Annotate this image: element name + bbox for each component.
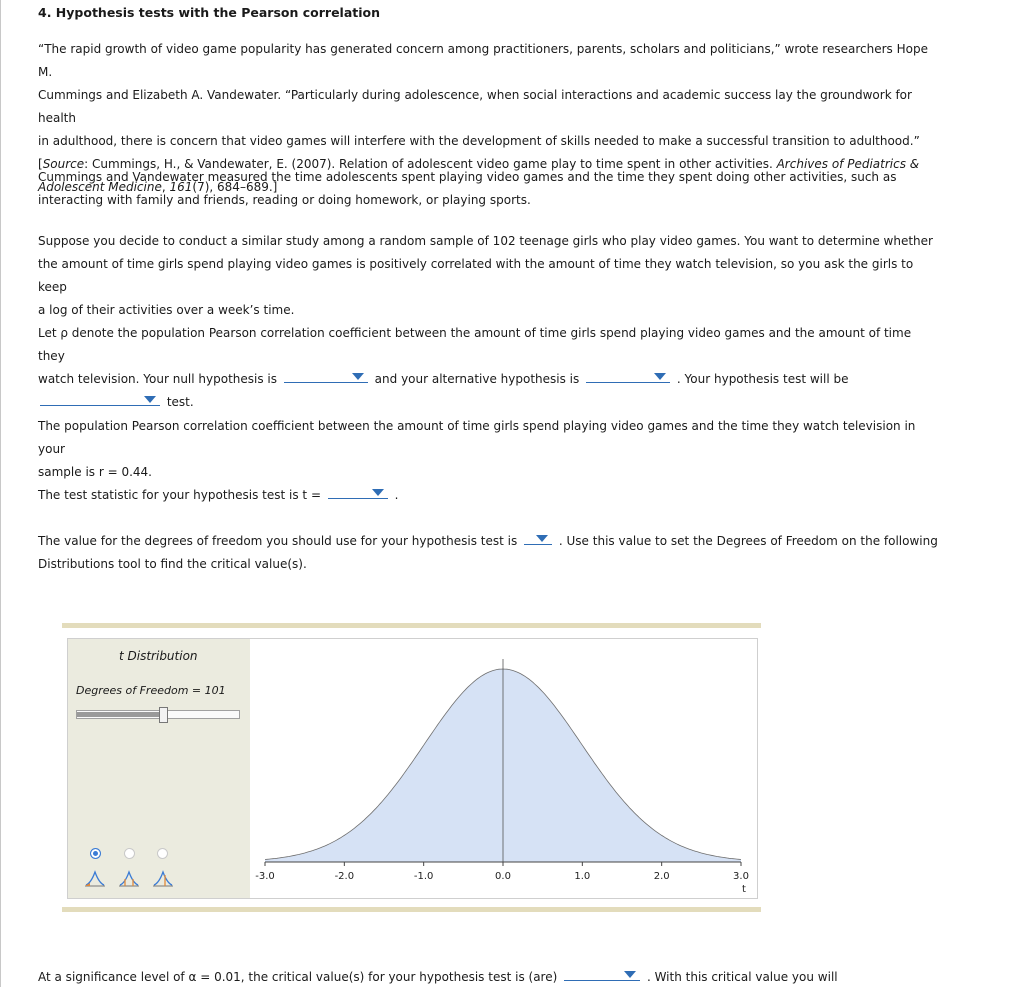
question-heading: 4. Hypothesis tests with the Pearson correlation <box>38 5 381 20</box>
study-line-1: Cummings and Vandewater measured the time adolescents spent playing video games and the time they spent doing other activities, such as <box>38 170 897 184</box>
df-line-1 <box>38 530 938 553</box>
left-tail-distribution-icon[interactable] <box>85 869 105 887</box>
null-hypothesis-dropdown[interactable] <box>284 368 368 383</box>
scenario-line-3: a log of their activities over a week’s time. <box>38 303 295 317</box>
null-hypothesis-prompt: watch television. Your null hypothesis is <box>38 372 278 386</box>
scenario-paragraph <box>38 230 938 322</box>
quote-line-1: “The rapid growth of video game popularity has generated concern among practitioners, parents, scholars and politicians,” wrote researchers Hope M. <box>38 42 928 79</box>
radio-two-tail[interactable] <box>124 848 135 859</box>
x-tick-label: -2.0 <box>334 871 355 882</box>
tool-title: t Distribution <box>119 649 198 663</box>
degrees-of-freedom-dropdown[interactable] <box>524 530 552 545</box>
test-statistic-period: . <box>394 488 399 502</box>
critical-value-suffix: . With this critical value you will <box>646 970 838 984</box>
page-left-border <box>0 0 1 987</box>
t-distribution-plot[interactable] <box>250 639 757 898</box>
df-instruction: . Use this value to set the Degrees of Freedom on the following <box>558 534 938 548</box>
dropdown-arrow-icon <box>144 396 156 403</box>
df-slider-thumb[interactable] <box>159 707 168 723</box>
quote-line-5: Adolescent Medicine, 161(7), 684–689.] <box>38 180 278 194</box>
hypothesis-paragraph <box>38 322 938 414</box>
critical-value-prompt: At a significance level of α = 0.01, the critical value(s) for your hypothesis test is (are) <box>38 970 558 984</box>
x-tick-label: 3.0 <box>733 871 749 882</box>
x-tick-label: 2.0 <box>653 871 670 882</box>
alt-hypothesis-prompt: and your alternative hypothesis is <box>374 372 580 386</box>
test-statistic-prompt: The test statistic for your hypothesis test is t = <box>38 488 322 502</box>
study-paragraph <box>38 166 938 212</box>
df-paragraph <box>38 530 938 576</box>
scenario-line-1: Suppose you decide to conduct a similar study among a random sample of 102 teenage girls who play video games. You want to determine whether <box>38 234 933 248</box>
study-line-2: interacting with family and friends, reading or doing homework, or playing sports. <box>38 193 531 207</box>
test-statistic-paragraph <box>38 484 938 507</box>
degrees-of-freedom-label: Degrees of Freedom = 101 <box>76 684 226 697</box>
df-slider-fill <box>77 712 163 717</box>
df-line-2: Distributions tool to find the critical value(s). <box>38 557 307 571</box>
alternative-hypothesis-dropdown[interactable] <box>586 368 670 383</box>
quote-line-3: in adulthood, there is concern that video games will interfere with the development of skills needed to make a successful transition to adulthood.” <box>38 134 920 148</box>
x-axis-label: t <box>742 884 746 895</box>
x-tick-label: 0.0 <box>495 871 511 882</box>
scenario-line-2: the amount of time girls spend playing video games is positively correlated with the amount of time they watch television, so you ask the girls to keep <box>38 257 914 294</box>
quote-line-2: Cummings and Elizabeth A. Vandewater. “Particularly during adolescence, when social interactions and academic success lay the groundwork for health <box>38 88 912 125</box>
dropdown-arrow-icon <box>352 373 364 380</box>
sample-paragraph <box>38 415 938 484</box>
hypothesis-line-3 <box>38 391 938 414</box>
dropdown-arrow-icon <box>654 373 666 380</box>
dropdown-arrow-icon <box>372 489 384 496</box>
tool-bottom-rule <box>62 907 761 912</box>
x-tick-label: 1.0 <box>574 871 591 882</box>
dropdown-arrow-icon <box>536 535 548 542</box>
x-tick-label: -3.0 <box>255 871 275 882</box>
radio-one-tail-right[interactable] <box>157 848 168 859</box>
hypothesis-line-2 <box>38 368 938 391</box>
hypothesis-line-1: Let ρ denote the population Pearson correlation coefficient between the amount of time girls spend playing video games and the amount of time they <box>38 326 912 363</box>
tool-top-rule <box>62 623 761 628</box>
two-tail-distribution-icon[interactable] <box>119 869 139 887</box>
sample-line-1: The population Pearson correlation coefficient between the amount of time girls spend playing video games and the time they watch television in your <box>38 419 916 456</box>
test-type-prompt: . Your hypothesis test will be <box>676 372 849 386</box>
x-axis-ticks <box>255 862 749 882</box>
dropdown-arrow-icon <box>624 971 636 978</box>
tool-control-panel <box>68 639 250 898</box>
t-distribution-tool <box>67 638 758 899</box>
critical-value-dropdown[interactable] <box>564 966 640 981</box>
x-tick-label: -1.0 <box>413 871 434 882</box>
right-tail-distribution-icon[interactable] <box>153 869 173 887</box>
test-type-dropdown[interactable] <box>40 391 160 406</box>
t-statistic-dropdown[interactable] <box>328 484 388 499</box>
df-prompt: The value for the degrees of freedom you should use for your hypothesis test is <box>38 534 518 548</box>
critical-value-paragraph <box>38 966 938 989</box>
test-suffix: test. <box>166 395 194 409</box>
quote-line-4: [Source: Cummings, H., & Vandewater, E. (2007). Relation of adolescent video game play to time spent in other activities. Archives of Pediatrics & <box>38 157 920 171</box>
radio-one-tail-left[interactable] <box>90 848 101 859</box>
sample-line-2: sample is r = 0.44. <box>38 465 152 479</box>
